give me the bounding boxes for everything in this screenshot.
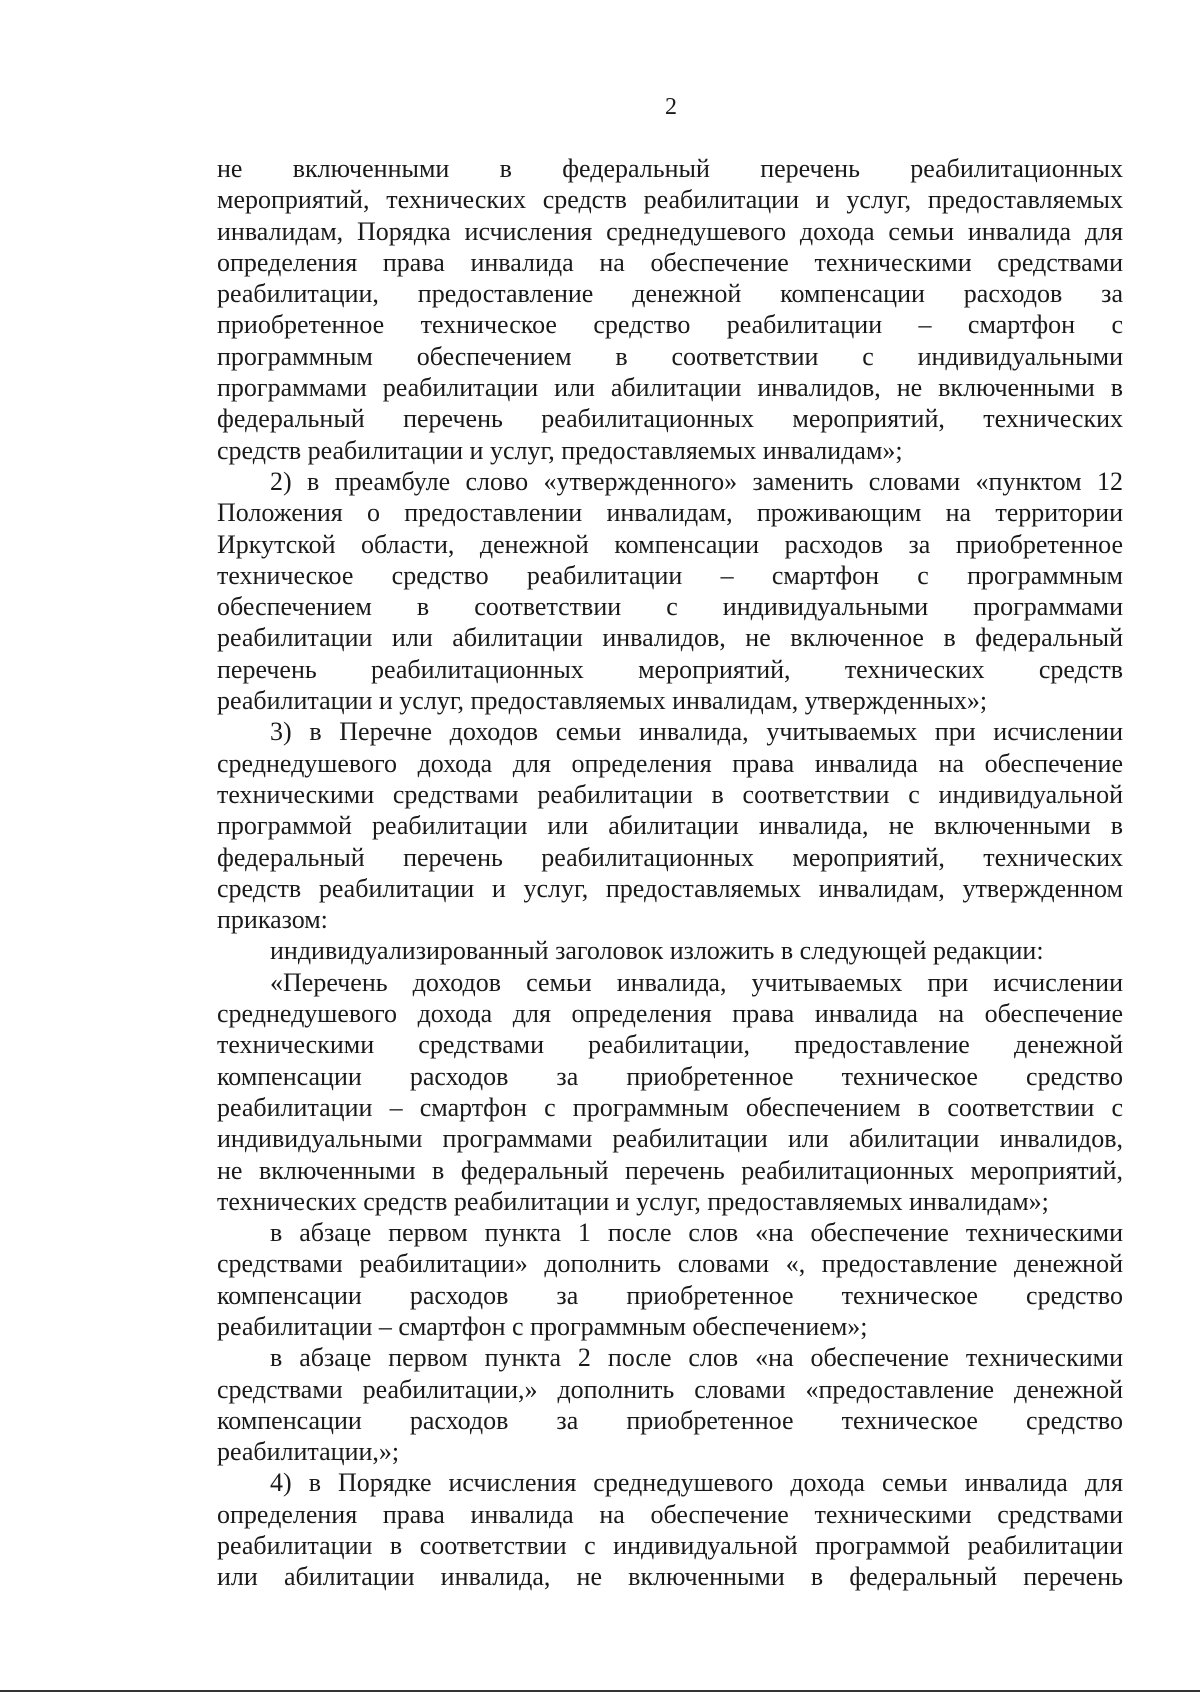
text-line: реабилитации или абилитации инвалидов, не включенное в федеральный bbox=[217, 623, 1123, 653]
text-line: компенсации расходов за приобретенное техническое средство bbox=[217, 1061, 1123, 1091]
text-line: реабилитации и услуг, предоставляемых инвалидам, утвержденных»; bbox=[217, 686, 988, 716]
document-body bbox=[217, 153, 1123, 1593]
text-line: реабилитации,»; bbox=[217, 1437, 400, 1467]
text-line: техническими средствами реабилитации в соответствии с индивидуальной bbox=[217, 779, 1123, 809]
text-line: инвалидам, Порядка исчисления среднедушевого дохода семьи инвалида для bbox=[217, 216, 1123, 246]
text-line: Положения о предоставлении инвалидам, проживающим на территории bbox=[217, 498, 1123, 528]
text-line: обеспечением в соответствии с индивидуальными программами bbox=[217, 592, 1123, 622]
text-line: 3) в Перечне доходов семьи инвалида, учитываемых при исчислении bbox=[270, 717, 1123, 747]
text-line: средств реабилитации и услуг, предоставляемых инвалидам»; bbox=[217, 435, 903, 465]
text-line: среднедушевого дохода для определения права инвалида на обеспечение bbox=[217, 999, 1123, 1029]
text-line: или абилитации инвалида, не включенными в федеральный перечень bbox=[217, 1562, 1123, 1592]
text-line: приказом: bbox=[217, 905, 328, 935]
text-line: Иркутской области, денежной компенсации расходов за приобретенное bbox=[217, 529, 1123, 559]
text-line: реабилитации – смартфон с программным обеспечением»; bbox=[217, 1311, 868, 1341]
text-line: реабилитации в соответствии с индивидуальной программой реабилитации bbox=[217, 1531, 1123, 1561]
text-line: программами реабилитации или абилитации инвалидов, не включенными в bbox=[217, 373, 1123, 403]
text-line: 2) в преамбуле слово «утвержденного» заменить словами «пунктом 12 bbox=[270, 466, 1123, 496]
text-line: не включенными в федеральный перечень реабилитационных мероприятий, bbox=[217, 1155, 1123, 1185]
text-line: «Перечень доходов семьи инвалида, учитываемых при исчислении bbox=[270, 967, 1123, 997]
text-line: техническими средствами реабилитации, предоставление денежной bbox=[217, 1030, 1123, 1060]
text-line: индивидуализированный заголовок изложить в следующей редакции: bbox=[270, 936, 1044, 966]
text-line: реабилитации, предоставление денежной компенсации расходов за bbox=[217, 279, 1123, 309]
text-line: индивидуальными программами реабилитации или абилитации инвалидов, bbox=[217, 1124, 1123, 1154]
text-line: перечень реабилитационных мероприятий, технических средств bbox=[217, 654, 1123, 684]
text-line: федеральный перечень реабилитационных мероприятий, технических bbox=[217, 404, 1123, 434]
page-number: 2 bbox=[665, 94, 677, 120]
text-line: 4) в Порядке исчисления среднедушевого дохода семьи инвалида для bbox=[270, 1468, 1123, 1498]
text-line: программным обеспечением в соответствии с индивидуальными bbox=[217, 341, 1123, 371]
text-line: определения права инвалида на обеспечение техническими средствами bbox=[217, 1499, 1123, 1529]
text-line: определения права инвалида на обеспечение техническими средствами bbox=[217, 247, 1123, 277]
text-line: мероприятий, технических средств реабилитации и услуг, предоставляемых bbox=[217, 185, 1123, 215]
text-line: в абзаце первом пункта 1 после слов «на обеспечение техническими bbox=[270, 1218, 1123, 1248]
text-line: средствами реабилитации,» дополнить словами «предоставление денежной bbox=[217, 1374, 1123, 1404]
text-line: приобретенное техническое средство реабилитации – смартфон с bbox=[217, 310, 1123, 340]
text-line: компенсации расходов за приобретенное техническое средство bbox=[217, 1405, 1123, 1435]
text-line: техническое средство реабилитации – смартфон с программным bbox=[217, 560, 1123, 590]
text-line: средств реабилитации и услуг, предоставляемых инвалидам, утвержденном bbox=[217, 873, 1123, 903]
text-line: средствами реабилитации» дополнить словами «, предоставление денежной bbox=[217, 1249, 1123, 1279]
text-line: федеральный перечень реабилитационных мероприятий, технических bbox=[217, 842, 1123, 872]
text-line: среднедушевого дохода для определения права инвалида на обеспечение bbox=[217, 748, 1123, 778]
text-line: реабилитации – смартфон с программным обеспечением в соответствии с bbox=[217, 1092, 1123, 1122]
text-line: программой реабилитации или абилитации инвалида, не включенными в bbox=[217, 811, 1123, 841]
text-line: технических средств реабилитации и услуг, предоставляемых инвалидам»; bbox=[217, 1186, 1049, 1216]
text-line: компенсации расходов за приобретенное техническое средство bbox=[217, 1280, 1123, 1310]
text-line: не включенными в федеральный перечень реабилитационных bbox=[217, 154, 1123, 183]
text-line: в абзаце первом пункта 2 после слов «на обеспечение техническими bbox=[270, 1343, 1123, 1373]
bottom-divider bbox=[0, 1690, 1200, 1692]
